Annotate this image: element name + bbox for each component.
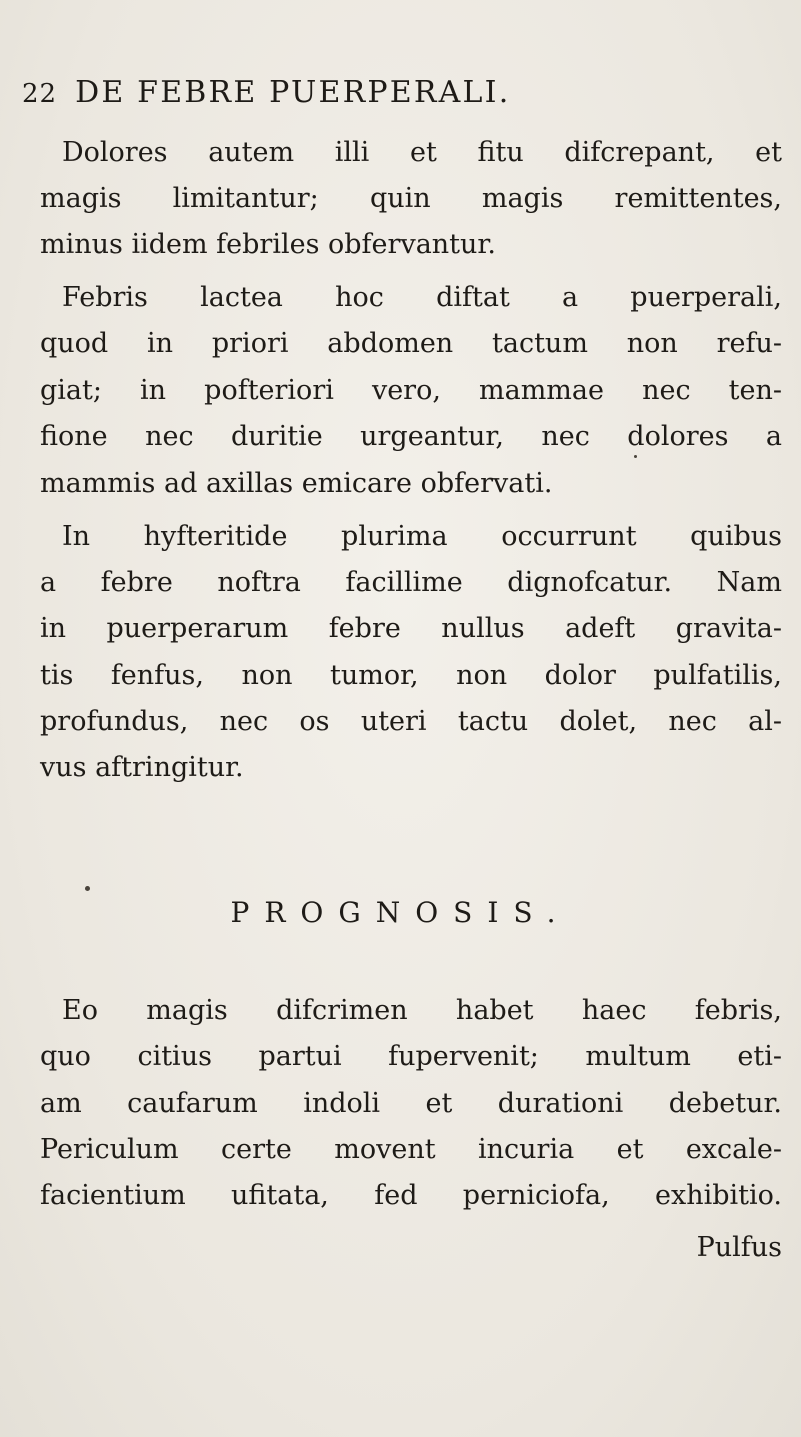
catchword: Pulfus: [696, 1232, 782, 1263]
text-line: am caufarum indoli et durationi debetur.: [40, 1088, 782, 1119]
text-line: magis limitantur; quin magis remittentes,: [40, 183, 782, 214]
text-line: Eo magis difcrimen habet haec febris,: [62, 995, 782, 1026]
text-line: vus aftringitur.: [40, 752, 244, 783]
text-line: In hyfteritide plurima occurrunt quibus: [62, 521, 782, 552]
paper-speck: [85, 886, 90, 891]
paper-speck: [634, 455, 637, 458]
text-line: mammis ad axillas emicare obfervati.: [40, 468, 553, 499]
text-line: quod in priori abdomen tactum non refu-: [40, 328, 782, 359]
text-line: a febre noftra facillime dignofcatur. Nam: [40, 567, 782, 598]
running-title: DE FEBRE PUERPERALI.: [75, 75, 511, 110]
text-line: minus iidem febriles obfervantur.: [40, 229, 496, 260]
text-line: Periculum certe movent incuria et excale-: [40, 1134, 782, 1165]
section-heading: PROGNOSIS.: [230, 896, 571, 929]
text-line: fione nec duritie urgeantur, nec dolores a: [40, 421, 782, 452]
page-number: 22: [22, 79, 58, 109]
text-line: Febris lactea hoc diftat a puerperali,: [62, 282, 782, 313]
text-line: tis fenfus, non tumor, non dolor pulfatilis,: [40, 660, 782, 691]
text-line: giat; in pofteriori vero, mammae nec ten-: [40, 375, 782, 406]
text-line: profundus, nec os uteri tactu dolet, nec al-: [40, 706, 782, 737]
text-line: facientium ufitata, fed perniciofa, exhibitio.: [40, 1180, 782, 1211]
text-line: in puerperarum febre nullus adeft gravita-: [40, 613, 782, 644]
page-header: [22, 75, 510, 115]
text-line: Dolores autem illi et fitu difcrepant, et: [62, 137, 782, 168]
text-line: quo citius partui fupervenit; multum eti-: [40, 1041, 782, 1072]
